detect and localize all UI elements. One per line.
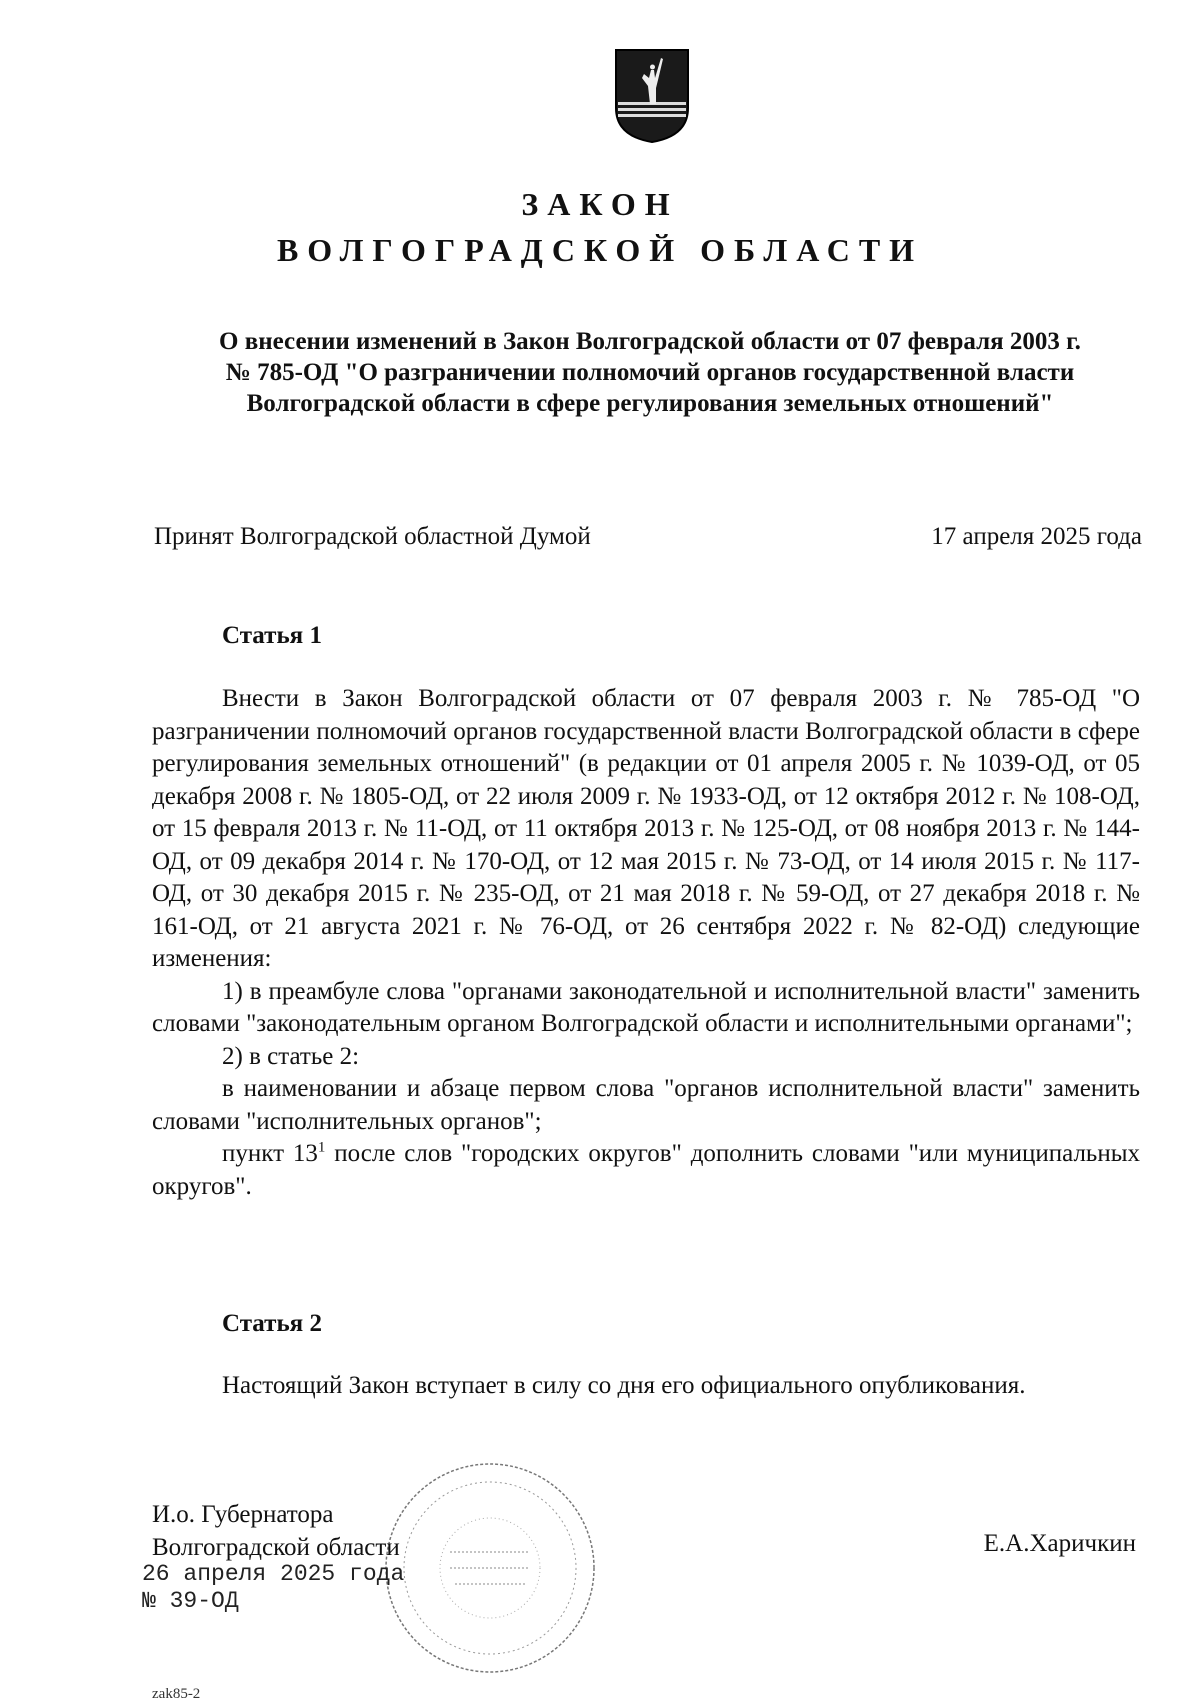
signatory-position bbox=[152, 1498, 400, 1564]
article-1-item-2a: в наименовании и абзаце первом слова "органов исполнительной власти" заменить словами "исполнительных органов"; bbox=[152, 1075, 1140, 1135]
official-seal-stamp bbox=[380, 1452, 600, 1684]
adoption-date: 17 апреля 2025 года bbox=[931, 523, 1142, 550]
article-1-item-2: 2) в статье 2: bbox=[222, 1042, 360, 1070]
position-line: Волгоградской области bbox=[152, 1534, 400, 1561]
item-2b-end: после слов "городских округов" дополнить словами "или муниципальных округов". bbox=[152, 1140, 1140, 1200]
article-2-text: Настоящий Закон вступает в силу со дня его официального опубликования. bbox=[222, 1372, 1026, 1399]
law-subject bbox=[150, 326, 1150, 419]
footer-code: zak85-2 bbox=[152, 1686, 201, 1702]
subject-line: № 785-ОД "О разграничении полномочий органов государственной власти bbox=[225, 359, 1075, 386]
law-number: № 39-ОД bbox=[142, 1588, 239, 1614]
position-line: И.о. Губернатора bbox=[152, 1501, 334, 1528]
signatory-name: Е.А.Харичкин bbox=[983, 1530, 1136, 1557]
article-2-body bbox=[152, 1370, 1140, 1403]
article-1-item-1: 1) в преамбуле слова "органами законодательной и исполнительной власти" заменить словами "законодательным органом Волгоградской области и исполнительными органами"; bbox=[152, 977, 1140, 1037]
item-2b-start: пункт 13 bbox=[222, 1140, 318, 1167]
subject-line: Волгоградской области в сфере регулирования земельных отношений" bbox=[246, 390, 1054, 417]
article-1-heading: Статья 1 bbox=[222, 622, 322, 649]
adopted-by: Принят Волгоградской областной Думой bbox=[154, 523, 591, 550]
subject-line: О внесении изменений в Закон Волгоградской области от 07 февраля 2003 г. bbox=[219, 328, 1081, 355]
article-1-item-2b bbox=[152, 1138, 1140, 1203]
registration-block bbox=[142, 1561, 404, 1615]
article-1-intro: Внести в Закон Волгоградской области от 07 февраля 2003 г. № 785-ОД "О разграничении полномочий органов государственной власти Волгоградской области в сфере регулирования земельных отношений" (в редакции от 01 апреля 2005 г. № 1039-ОД, от 05 декабря 2008 г. № 1805-ОД, от 22 июля 2009 г. № 1933-ОД, от 12 октября 2012 г. № 108-ОД, от 15 февраля 2013 г. № 11-ОД, от 11 октября 2013 г. № 125-ОД, от 08 ноября 2013 г. № 144-ОД, от 09 декабря 2014 г. № 170-ОД, от 12 мая 2015 г. № 73-ОД, от 14 июля 2015 г. № 117-ОД, от 30 декабря 2015 г. № 235-ОД, от 21 мая 2018 г. № 59-ОД, от 27 декабря 2018 г. № 161-ОД, от 21 августа 2021 г. № 76-ОД, от 26 сентября 2022 г. № 82-ОД) следующие изменения: bbox=[152, 685, 1140, 972]
item-2b-superscript: 1 bbox=[317, 1139, 326, 1156]
article-1-body bbox=[152, 683, 1140, 1203]
region-title: ВОЛГОГРАДСКОЙ ОБЛАСТИ bbox=[276, 232, 924, 268]
volgograd-coat-of-arms-icon bbox=[614, 48, 690, 144]
article-2-heading: Статья 2 bbox=[222, 1310, 322, 1337]
sign-date: 26 апреля 2025 года bbox=[142, 1561, 405, 1587]
document-type-title: ЗАКОН bbox=[521, 186, 679, 222]
